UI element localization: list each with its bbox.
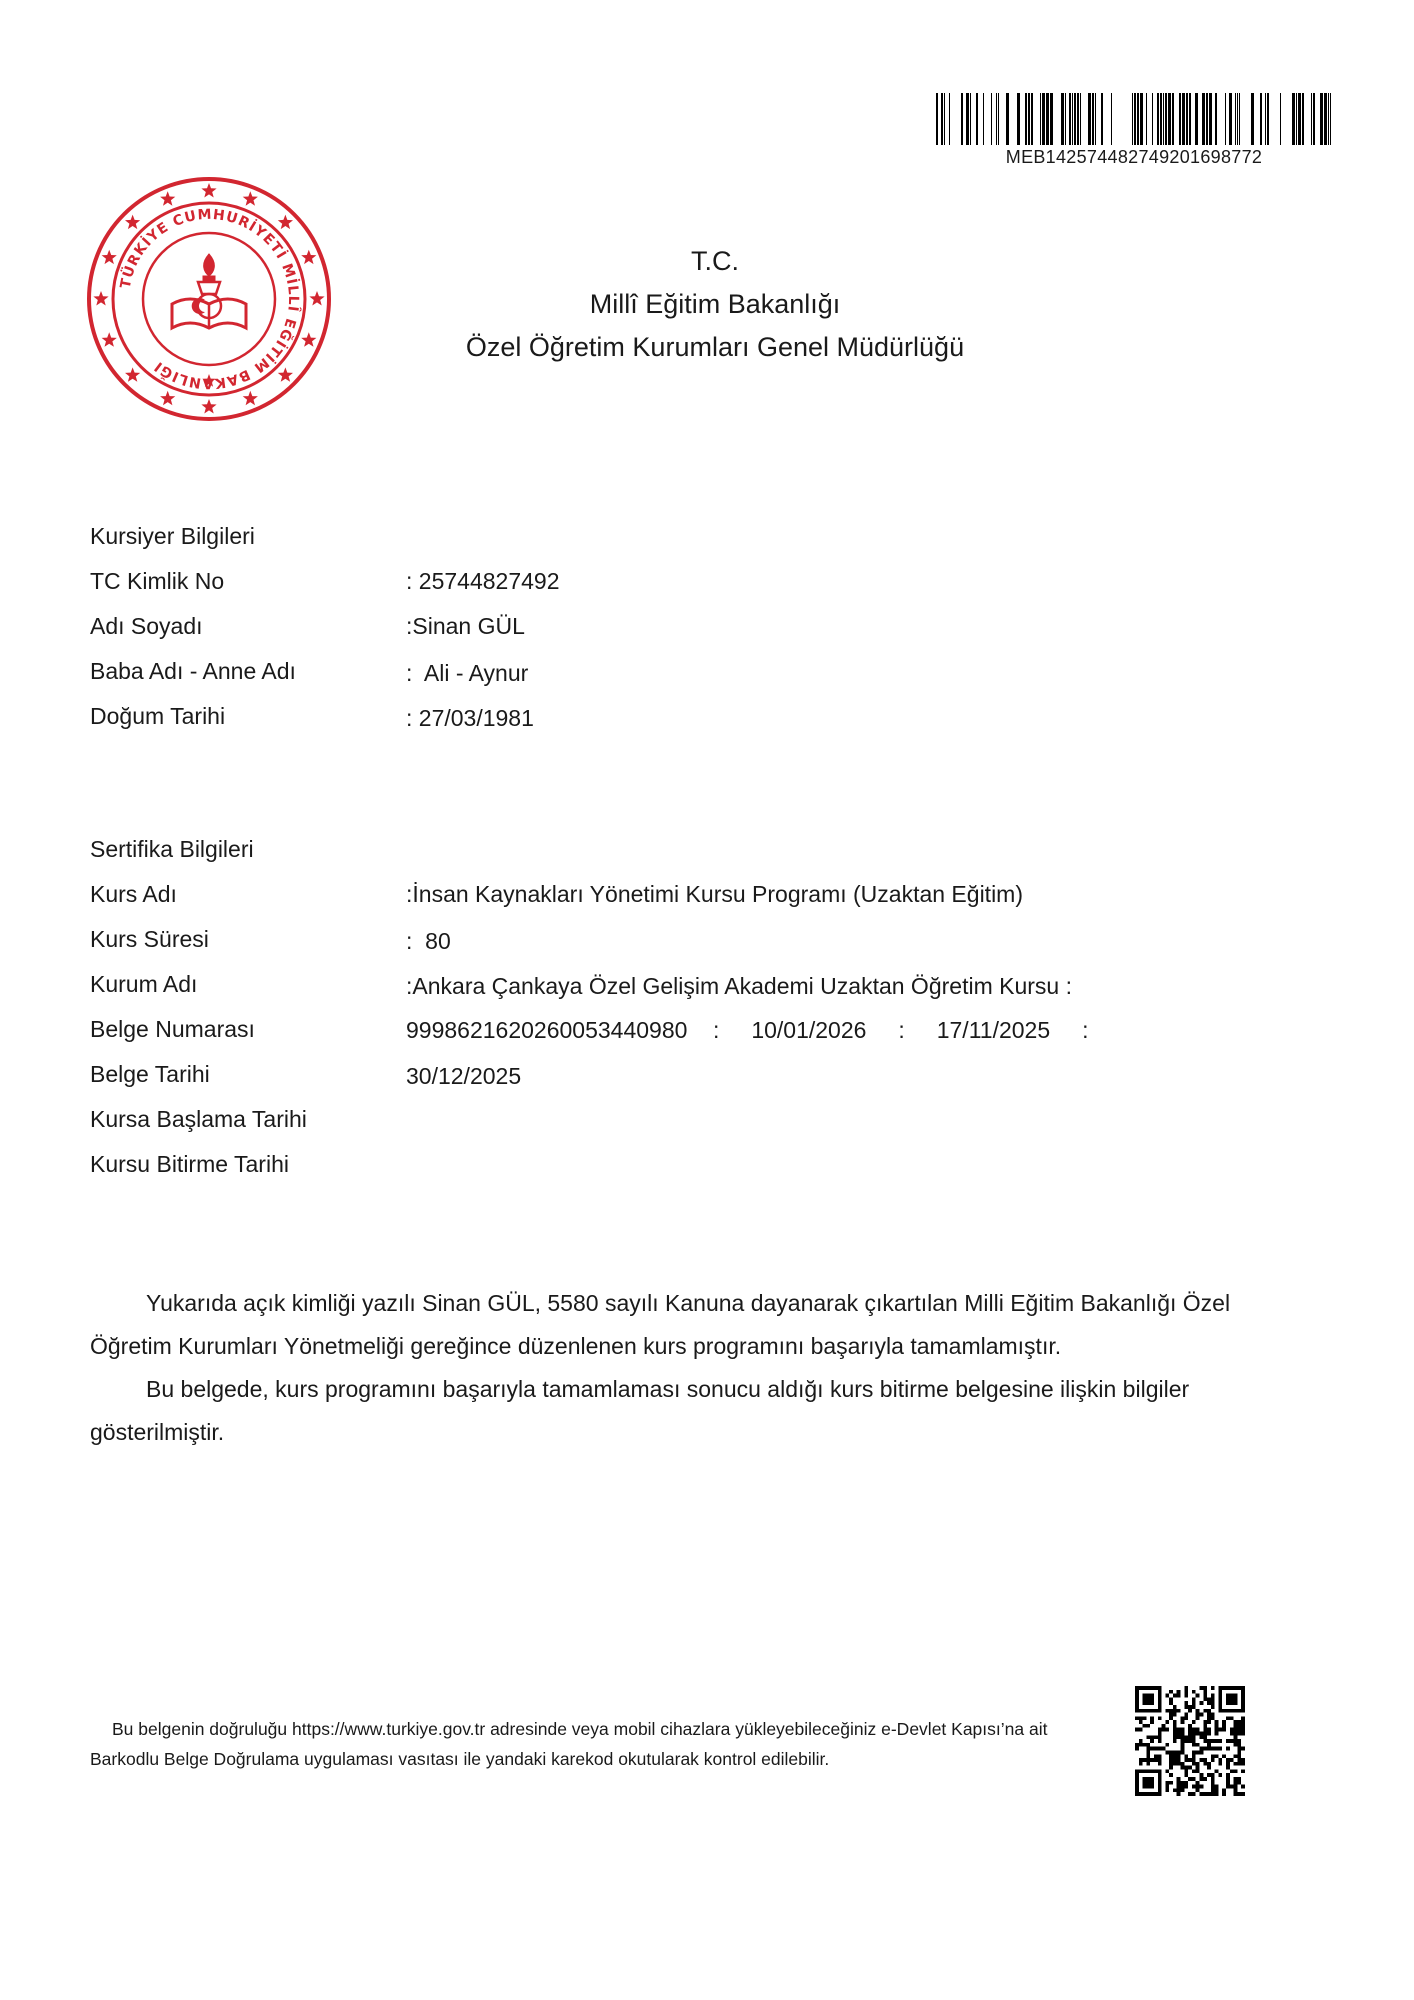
parents-value: : Ali - Aynur bbox=[406, 660, 529, 686]
header-tc: T.C. bbox=[690, 246, 739, 276]
institution-label: Kurum Adı bbox=[90, 971, 198, 997]
verification-text: Bu belgenin doğruluğu https://www.turkiye.gov.tr adresinde veya mobil cihazlara yükleyebileceğiniz e-Devlet Kapısı’na ait Barkodlu Belge Doğrulama uygulaması vasıtası ile yandaki karekod okutularak kontrol edilebilir. bbox=[90, 1719, 1048, 1769]
barcode-number: MEB14257448274920169877​2 bbox=[1005, 147, 1263, 167]
docdate-value: 30/12/2025 bbox=[406, 1063, 522, 1089]
parents-label: Baba Adı - Anne Adı bbox=[90, 658, 296, 684]
duration-value: : 80 bbox=[406, 928, 451, 954]
duration-label: Kurs Süresi bbox=[90, 926, 209, 952]
course-label: Kurs Adı bbox=[90, 881, 177, 907]
tc-label: TC Kimlik No bbox=[90, 568, 225, 594]
barcode bbox=[936, 93, 1332, 145]
qr-code[interactable] bbox=[1135, 1686, 1245, 1796]
course-value: :İnsan Kaynakları Yönetimi Kursu Programı (Uzaktan Eğitim) bbox=[406, 881, 1023, 907]
name-label: Adı Soyadı bbox=[90, 613, 203, 639]
header-department: Özel Öğretim Kurumları Genel Müdürlüğü bbox=[465, 332, 965, 362]
body-paragraph-2: Bu belgede, kurs programını başarıyla tamamlaması sonucu aldığı kurs bitirme belgesine ilişkin bilgiler gösterilmiştir. bbox=[90, 1376, 1190, 1445]
header-ministry: Millî Eğitim Bakanlığı bbox=[589, 289, 841, 319]
docno-value: 99986216202600534409​80 : 10/01/2026 : 17/11/2025 : bbox=[406, 1017, 1089, 1043]
svg-text:TÜRKİYE CUMHURİYETİ MİLLÎ EĞİT: TÜRKİYE CUMHURİYETİ MİLLÎ EĞİTİM BAKANLIĞI bbox=[117, 206, 302, 392]
section-title-sertifika: Sertifika Bilgileri bbox=[90, 836, 254, 862]
body-paragraph-1: Yukarıda açık kimliği yazılı Sinan GÜL, 5580 sayılı Kanuna dayanarak çıkartılan Milli Eğitim Bakanlığı Özel Öğretim Kurumları Yönetmeliği gereğince düzenlenen kurs programını başarıyla tamamlamıştır. bbox=[90, 1290, 1231, 1359]
docdate-label: Belge Tarihi bbox=[90, 1061, 210, 1087]
tc-value: : 25744827492 bbox=[406, 568, 560, 594]
section-title-kursiyer: Kursiyer Bilgileri bbox=[90, 523, 255, 549]
docno-label: Belge Numarası bbox=[90, 1016, 255, 1042]
birth-label: Doğum Tarihi bbox=[90, 703, 226, 729]
start-date-label: Kursa Başlama Tarihi bbox=[90, 1106, 307, 1132]
birth-value: : 27/03/1981 bbox=[406, 705, 534, 731]
end-date-label: Kursu Bitirme Tarihi bbox=[90, 1151, 289, 1177]
name-value: :Sinan GÜL bbox=[406, 613, 525, 639]
institution-value: :Ankara Çankaya Özel Gelişim Akademi Uzaktan Öğretim Kursu : bbox=[406, 973, 1072, 999]
